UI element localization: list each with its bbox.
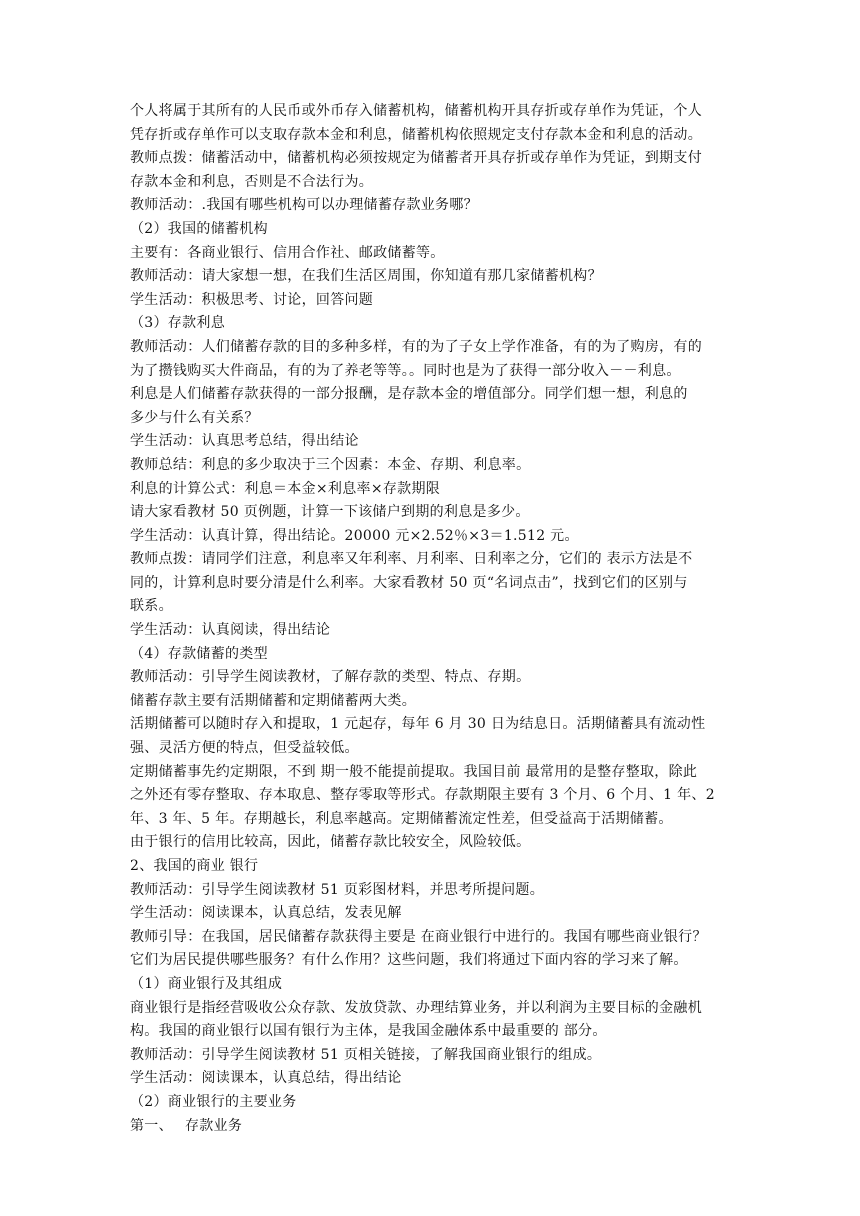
- text-line: 联系。: [130, 598, 173, 615]
- text-line: （2）我国的储蓄机构: [130, 220, 268, 237]
- text-line: 教师活动：人们储蓄存款的目的多种多样，有的为了子女上学作准备，有的为了购房，有的: [130, 338, 702, 355]
- text-line: 强、灵活方便的特点，但受益较低。: [130, 740, 359, 757]
- text-line: 利息是人们储蓄存款获得的一部分报酬，是存款本金的增值部分。同学们想一想，利息的: [130, 386, 688, 403]
- text-line: 教师引导：在我国，居民储蓄存款获得主要是 在商业银行中进行的。我国有哪些商业银行？: [130, 928, 707, 945]
- text-line: 请大家看教材 50 页例题，计算一下该储户到期的利息是多少。: [130, 504, 530, 521]
- text-line: （2）商业银行的主要业务: [130, 1093, 297, 1110]
- text-line: 教师活动：引导学生阅读教材，了解存款的类型、特点、存期。: [130, 669, 531, 686]
- text-line: 年、3 年、5 年。存期越长，利息率越高。定期储蓄流定性差，但受益高于活期储蓄。: [130, 810, 673, 827]
- text-line: 教师点拨：请同学们注意，利息率又年利率、月利率、日利率之分，它们的 表示方法是不: [130, 551, 693, 568]
- text-line: 教师总结：利息的多少取决于三个因素：本金、存期、利息率。: [130, 456, 531, 473]
- text-line: 学生活动：认真阅读，得出结论: [130, 622, 331, 639]
- text-line: 之外还有零存整取、存本取息、整存零取等形式。存款期限主要有 3 个月、6 个月、1 年、2: [130, 787, 715, 804]
- text-line: 学生活动：认真计算，得出结论。20000 元×2.52％×3＝1.512 元。: [130, 527, 579, 544]
- text-line: 储蓄存款主要有活期储蓄和定期储蓄两大类。: [130, 692, 416, 709]
- text-line: 教师活动：.我国有哪些机构可以办理储蓄存款业务哪？: [130, 197, 478, 214]
- text-line: 构。我国的商业银行以国有银行为主体，是我国金融体系中最重要的 部分。: [130, 1023, 607, 1040]
- text-line: 凭存折或存单作可以支取存款本金和利息，储蓄机构依照规定支付存款本金和利息的活动。: [130, 126, 702, 143]
- text-line: （4）存款储蓄的类型: [130, 645, 268, 662]
- text-line: 学生活动：阅读课本，认真总结，发表见解: [130, 905, 402, 922]
- text-line: 为了攒钱购买大件商品，有的为了养老等等。。同时也是为了获得一部分收入－－利息。: [130, 362, 681, 379]
- text-line: 学生活动：认真思考总结，得出结论: [130, 433, 359, 450]
- text-line: 学生活动：积极思考、讨论，回答问题: [130, 291, 374, 308]
- text-line: （1）商业银行及其组成: [130, 975, 283, 992]
- text-line: 活期储蓄可以随时存入和提取，1 元起存，每年 6 月 30 日为结息日。活期储蓄具有流动性: [130, 716, 706, 733]
- text-line: 学生活动：阅读课本，认真总结，得出结论: [130, 1070, 402, 1087]
- text-line: 教师活动：引导学生阅读教材 51 页彩图材料，并思考所提问题。: [130, 881, 545, 898]
- text-line: 同的，计算利息时要分清是什么利率。大家看教材 50 页“名词点击”，找到它们的区别与: [130, 574, 688, 591]
- text-line: 教师点拨：储蓄活动中，储蓄机构必须按规定为储蓄者开具存折或存单作为凭证，到期支付: [130, 150, 702, 167]
- text-line: 商业银行是指经营吸收公众存款、发放贷款、办理结算业务，并以利润为主要目标的金融机: [130, 999, 702, 1016]
- text-line: 主要有：各商业银行、信用合作社、邮政储蓄等。: [130, 244, 445, 261]
- text-line: 它们为居民提供哪些服务？有什么作用？这些问题，我们将通过下面内容的学习来了解。: [130, 952, 688, 969]
- text-line: 教师活动：引导学生阅读教材 51 页相关链接，了解我国商业银行的组成。: [130, 1046, 602, 1063]
- text-line: 由于银行的信用比较高，因此，储蓄存款比较安全，风险较低。: [130, 834, 531, 851]
- text-line: 利息的计算公式：利息＝本金×利息率×存款期限: [130, 480, 441, 497]
- text-line: 第一、 存款业务: [130, 1117, 243, 1134]
- text-line: 多少与什么有关系？: [130, 409, 259, 426]
- text-line: 2、我国的商业 银行: [130, 858, 259, 874]
- document-body: [130, 100, 730, 1138]
- text-line: 教师活动：请大家想一想，在我们生活区周围，你知道有那几家储蓄机构？: [130, 268, 602, 285]
- text-line: 个人将属于其所有的人民币或外币存入储蓄机构，储蓄机构开具存折或存单作为凭证，个人: [130, 103, 702, 119]
- text-line: （3）存款利息: [130, 315, 226, 332]
- text-line: 存款本金和利息，否则是不合法行为。: [130, 173, 374, 190]
- text-line: 定期储蓄事先约定期限，不到 期一般不能提前提取。我国目前 最常用的是整存整取，除此: [130, 763, 698, 780]
